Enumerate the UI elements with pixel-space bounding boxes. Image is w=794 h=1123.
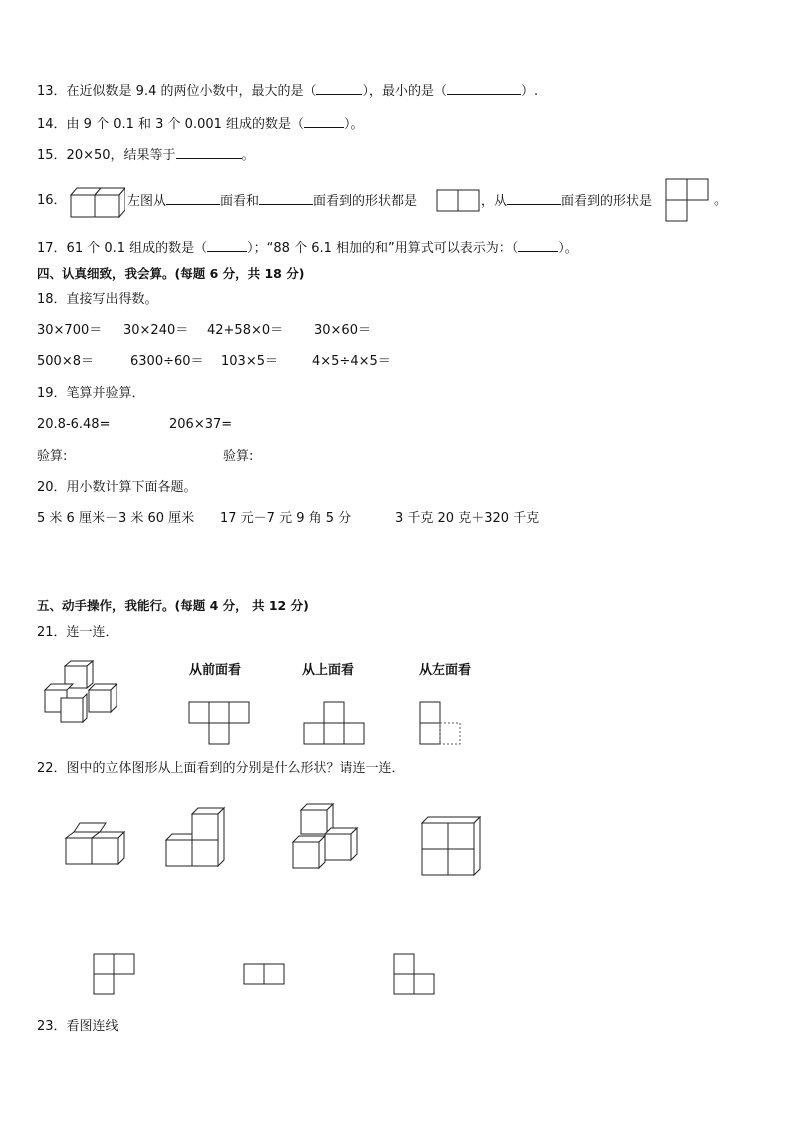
q22-top-view-1	[93, 953, 137, 997]
q22-top-view-3	[393, 953, 437, 997]
q18-item: 500×8＝	[37, 354, 94, 369]
answer-blank[interactable]	[207, 239, 247, 252]
q21-view-shape-2	[303, 701, 367, 747]
q18-item: 42+58×0＝	[207, 323, 284, 338]
two-cube-figure	[69, 185, 125, 219]
q16-text-b: 面看和	[220, 194, 260, 209]
q16-end: 。	[714, 193, 728, 208]
q16-text-e: 面看到的形状是	[561, 194, 653, 209]
q17-text-c: ）。	[558, 241, 578, 256]
q20-problem: 17 元－7 元 9 角 5 分	[220, 511, 352, 526]
q16-number: 16．	[37, 193, 67, 208]
view-label-front: 从前面看	[189, 663, 242, 678]
q14-text-b: ）。	[344, 117, 364, 132]
q18-item: 30×240＝	[123, 323, 189, 338]
section-4-heading: 四、认真细致，我会算。(每题 6 分，共 18 分)	[37, 266, 305, 281]
answer-blank[interactable]	[166, 192, 220, 205]
q13-text-a: 13．在近似数是 9.4 的两位小数中，最大的是（	[37, 84, 317, 99]
view-label-left: 从左面看	[419, 663, 472, 678]
q13-text-b: ），最小的是（	[362, 84, 447, 99]
q17-text-a: 17．61 个 0.1 组成的数是（	[37, 241, 208, 256]
l-shape-view	[665, 178, 711, 222]
q19-check-label: 验算:	[223, 449, 254, 464]
question-14	[37, 115, 364, 134]
q17-text-b: ）；“88 个 6.1 相加的和”用算式可以表示为：（	[247, 241, 519, 256]
question-16-cont	[481, 192, 652, 211]
answer-blank[interactable]	[447, 82, 521, 95]
q18-item: 4×5÷4×5＝	[312, 354, 391, 369]
q15-text-b: 。	[241, 148, 255, 163]
q15-text-a: 15．20×50，结果等于	[37, 148, 176, 163]
q18-item: 6300÷60＝	[130, 354, 204, 369]
q21-view-shape-1	[188, 701, 252, 747]
q18-title: 18．直接写出得数。	[37, 292, 158, 307]
answer-blank[interactable]	[316, 82, 362, 95]
q22-solid-3	[291, 802, 359, 872]
q22-solid-4	[420, 815, 482, 877]
q18-item: 103×5＝	[221, 354, 278, 369]
q18-item: 30×60＝	[314, 323, 371, 338]
answer-blank[interactable]	[176, 146, 242, 159]
answer-blank[interactable]	[518, 239, 558, 252]
question-15	[37, 146, 255, 165]
q19-problem: 20.8-6.48=	[37, 417, 111, 432]
q21-title: 21．连一连．	[37, 625, 119, 640]
q21-cube-stack	[43, 660, 117, 724]
q19-title: 19．笔算并验算．	[37, 386, 145, 401]
answer-blank[interactable]	[304, 115, 344, 128]
q19-problem: 206×37=	[169, 417, 233, 432]
q21-view-shape-3	[419, 701, 465, 747]
q22-title: 22．图中的立体图形从上面看到的分别是什么形状？请连一连．	[37, 761, 405, 776]
q20-title: 20．用小数计算下面各题。	[37, 480, 197, 495]
q13-text-c: ）.	[521, 84, 539, 99]
q20-problem: 5 米 6 厘米－3 米 60 厘米	[37, 511, 195, 526]
q20-problem: 3 千克 20 克＋320 千克	[395, 511, 540, 526]
q16-text-c: 面看到的形状都是	[313, 194, 418, 209]
answer-blank[interactable]	[259, 192, 313, 205]
question-16	[127, 192, 417, 211]
q16-text-a: 左图从	[127, 194, 167, 209]
q16-text-d: ，从	[481, 194, 508, 209]
section-5-heading: 五、动手操作，我能行。(每题 4 分， 共 12 分)	[37, 598, 309, 613]
q14-text-a: 14．由 9 个 0.1 和 3 个 0.001 组成的数是（	[37, 117, 305, 132]
answer-blank[interactable]	[507, 192, 561, 205]
q22-top-view-2	[243, 963, 287, 987]
q19-check-label: 验算:	[37, 449, 68, 464]
q22-solid-2	[164, 806, 226, 870]
question-13	[37, 82, 538, 101]
two-square-shape	[436, 189, 480, 213]
q18-item: 30×700＝	[37, 323, 103, 338]
view-label-top: 从上面看	[302, 663, 355, 678]
q22-solid-1	[64, 820, 126, 868]
q23-title: 23．看图连线	[37, 1019, 119, 1034]
question-17	[37, 239, 578, 258]
